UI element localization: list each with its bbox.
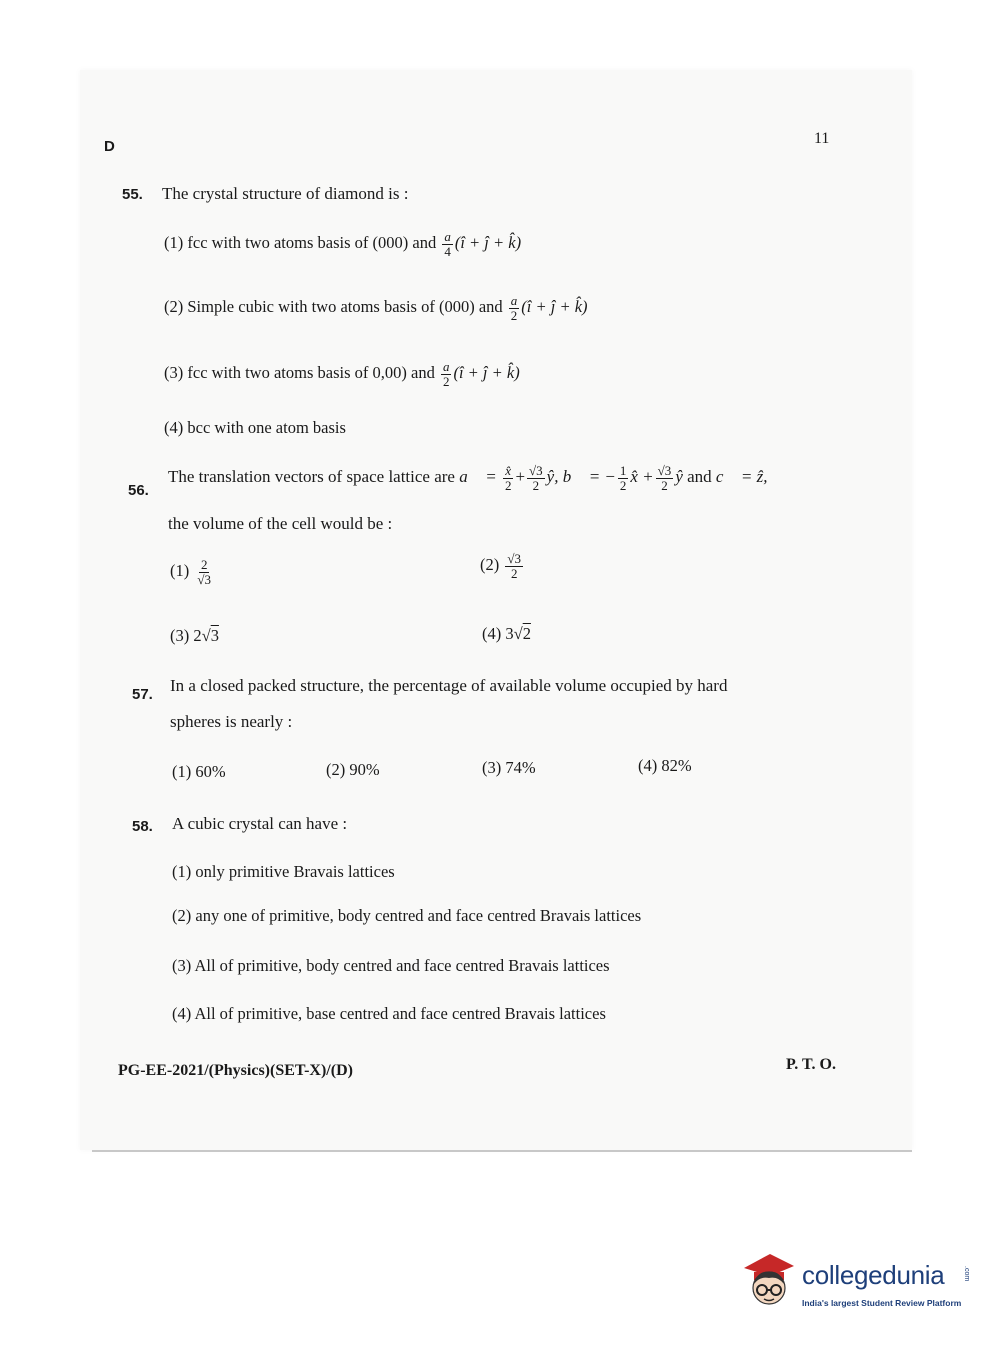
- unit-vector: ŷ: [675, 467, 683, 487]
- fraction: [195, 558, 213, 586]
- option-text: 74%: [505, 758, 536, 777]
- paper-code: PG-EE-2021/(Physics)(SET-X)/(D): [118, 1062, 353, 1079]
- option: [172, 906, 641, 926]
- option: [164, 360, 520, 388]
- option-text: fcc with two atoms basis of (000) and: [187, 232, 437, 252]
- option: [170, 626, 219, 646]
- numerator: √3: [657, 463, 672, 478]
- question-number: 58.: [132, 818, 153, 835]
- denominator: 2: [532, 477, 540, 493]
- brand-domain: .com: [963, 1266, 970, 1282]
- unit-vector: x̂ +: [630, 467, 654, 487]
- option: [170, 558, 215, 586]
- option: [172, 762, 226, 782]
- vector-sum: (î + ĵ + k̂): [521, 296, 588, 316]
- vector-a: a⃗ =: [459, 467, 497, 487]
- option-label: (2): [164, 296, 184, 316]
- option-label: (1): [164, 232, 184, 252]
- option-value: 2: [193, 626, 202, 645]
- option-label: (2): [480, 554, 500, 574]
- option: [482, 624, 531, 644]
- fraction: [618, 464, 629, 492]
- numerator: a: [442, 359, 450, 374]
- option-label: (4): [172, 1004, 192, 1023]
- square-root: √2: [513, 624, 531, 643]
- radicand: 3: [210, 626, 219, 645]
- option-label: (4): [164, 418, 184, 437]
- option-text: bcc with one atom basis: [187, 418, 346, 437]
- option-label: (1): [172, 762, 192, 781]
- option-text: All of primitive, body centred and face centred Bravais lattices: [194, 956, 610, 975]
- denominator: 2: [510, 307, 518, 323]
- fraction: [527, 464, 545, 492]
- fraction: [503, 464, 514, 492]
- option: [172, 956, 610, 976]
- vector-sum: (î + ĵ + k̂): [453, 362, 520, 382]
- numerator: 2: [200, 557, 208, 572]
- option-text: All of primitive, base centred and face centred Bravais lattices: [194, 1004, 606, 1023]
- option-text: fcc with two atoms basis of 0,00) and: [187, 362, 435, 382]
- plus-sign: +: [515, 467, 526, 487]
- fraction: [656, 464, 674, 492]
- vector-sum: (î + ĵ + k̂): [454, 232, 522, 252]
- option: [480, 552, 525, 580]
- numerator: a: [510, 293, 518, 308]
- question-text-lead: The translation vectors of space lattice are: [168, 467, 455, 487]
- numerator: √3: [529, 463, 543, 478]
- option-label: (1): [170, 560, 190, 580]
- fraction: [441, 360, 452, 388]
- numerator: a: [444, 229, 451, 244]
- fraction: [505, 552, 523, 580]
- denominator: 2: [442, 373, 450, 389]
- denominator: 4: [444, 243, 451, 259]
- option-label: (3): [172, 956, 192, 975]
- page-turn-over: P. T. O.: [786, 1056, 836, 1073]
- question-number: 56.: [128, 482, 149, 499]
- option-label: (3): [170, 626, 190, 645]
- denominator: 2: [510, 565, 518, 581]
- brand-tagline: India's largest Student Review Platform: [802, 1298, 962, 1308]
- option: [164, 230, 521, 258]
- denominator: 2: [504, 477, 512, 493]
- question-text: In a closed packed structure, the percentage of available volume occupied by hard: [170, 676, 728, 695]
- numerator: √3: [507, 551, 522, 566]
- question-text: [168, 464, 768, 492]
- numerator: x̂: [505, 463, 512, 478]
- option: [172, 862, 395, 882]
- option-text: 82%: [661, 756, 692, 775]
- vector-c: c⃗ = ẑ,: [715, 467, 768, 487]
- radicand: 2: [522, 624, 531, 643]
- denominator: √3: [197, 571, 212, 587]
- set-letter: D: [104, 138, 115, 155]
- option: [638, 756, 692, 776]
- option-text: 90%: [349, 760, 380, 779]
- option: [482, 758, 536, 778]
- question-text-line2: spheres is nearly :: [170, 712, 293, 731]
- question-text: A cubic crystal can have :: [172, 814, 348, 833]
- option-label: (3): [164, 362, 184, 382]
- brand-name: collegedunia: [802, 1260, 945, 1290]
- option-text: Simple cubic with two atoms basis of (000) and: [187, 296, 503, 316]
- option: [164, 294, 588, 322]
- option-label: (4): [482, 624, 502, 643]
- and-word: and: [687, 467, 712, 487]
- vector-b: b⃗ = −: [562, 467, 616, 487]
- question-text: The crystal structure of diamond is :: [162, 184, 409, 203]
- numerator: 1: [619, 463, 627, 478]
- option-text: only primitive Bravais lattices: [195, 862, 395, 881]
- denominator: 2: [661, 477, 668, 493]
- question-text-line2: the volume of the cell would be :: [168, 514, 393, 533]
- question-number: 55.: [122, 186, 143, 203]
- option-label: (2): [326, 760, 346, 779]
- option-label: (3): [482, 758, 502, 777]
- fraction: [442, 230, 453, 258]
- option-value: 3: [505, 624, 514, 643]
- option-label: (4): [638, 756, 658, 775]
- mascot-icon: [740, 1248, 798, 1312]
- unit-vector: ŷ,: [546, 467, 559, 487]
- option-text: 60%: [195, 762, 226, 781]
- option-text: any one of primitive, body centred and face centred Bravais lattices: [195, 906, 642, 925]
- fraction: [509, 294, 520, 322]
- square-root: √3: [201, 626, 219, 645]
- option-label: (1): [172, 862, 192, 881]
- option: [164, 418, 346, 438]
- question-number: 57.: [132, 686, 153, 703]
- option: [172, 1004, 606, 1024]
- option: [326, 760, 380, 780]
- page-number: 11: [814, 130, 830, 147]
- option-label: (2): [172, 906, 192, 925]
- collegedunia-logo: [740, 1248, 970, 1318]
- denominator: 2: [619, 477, 627, 493]
- page-bottom-edge: [92, 1150, 912, 1152]
